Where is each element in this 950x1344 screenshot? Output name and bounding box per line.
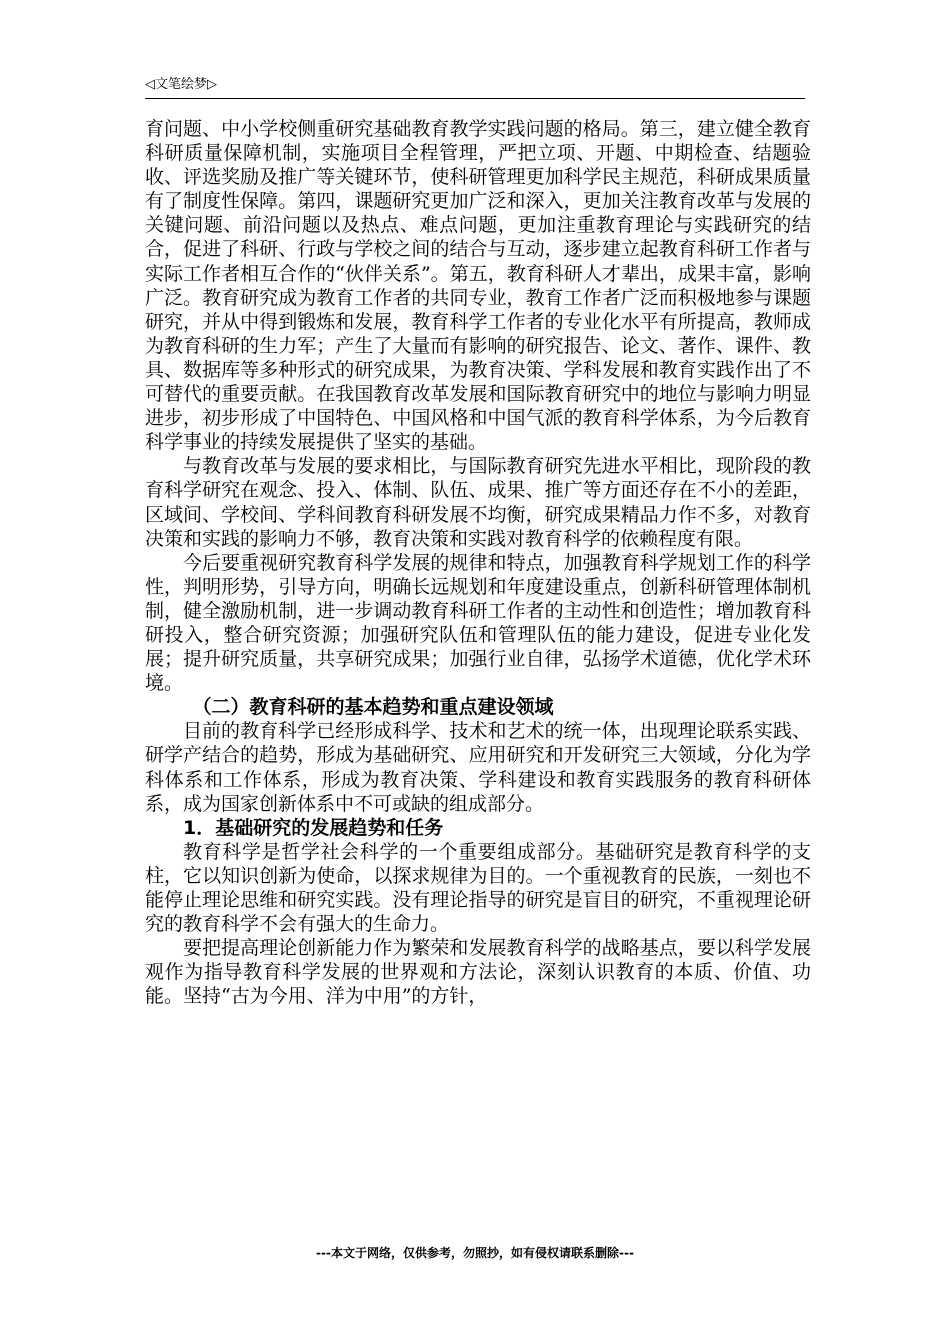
subsection-heading: 1．基础研究的发展趋势和任务 bbox=[183, 816, 444, 839]
paragraph-continued: 育问题、中小学校侧重研究基础教育教学实践问题的格局。第三，建立健全教育科研质量保障机制，实施项目全程管理，严把立项、开题、中期检查、结题验收、评选奖励及推广等关键环节，使科研管理更加科学民主规范，科研成果质量有了制度性保障。第四，课题研究更加广泛和深入，更加关注教育改革与发展的关键问题、前沿问题以及热点、难点问题，更加注重教育理论与实践研究的结合，促进了科研、行政与学校之间的结合与互动，逐步建立起教育科研工作者与实际工作者相互合作的“伙伴关系”。第五，教育科研人才辈出，成果丰富，影响广泛。教育研究成为教育工作者的共同专业，教育工作者广泛而积极地参与课题研究，并从中得到锻炼和发展，教育科学工作者的专业化水平有所提高，教师成为教育科研的生力军；产生了大量而有影响的研究报告、论文、著作、课件、教具、数据库等多种形式的研究成果，为教育决策、学科发展和教育实践作出了不可替代的重要贡献。在我国教育改革发展和国际教育研究中的地位与影响力明显进步，初步形成了中国特色、中国风格和中国气派的教育科学体系，为今后教育科学事业的持续发展提供了坚实的基础。 bbox=[145, 118, 811, 454]
paragraph-future: 今后要重视研究教育科学发展的规律和特点，加强教育科学规划工作的科学性，判明形势，引导方向，明确长远规划和年度建设重点，创新科研管理体制机制，健全激励机制，进一步调动教育科研工作者的主动性和创造性；增加教育科研投入，整合研究资源；加强研究队伍和管理队伍的能力建设，促进专业化发展；提升研究质量，共享研究成果；加强行业自律，弘扬学术道德，优化学术环境。 bbox=[145, 551, 811, 695]
paragraph-theory-innovation: 要把提高理论创新能力作为繁荣和发展教育科学的战略基点，要以科学发展观作为指导教育科学发展的世界观和方法论，深刻认识教育的本质、价值、功能。坚持“古为今用、洋为中用”的方针， bbox=[145, 937, 811, 1008]
header-title: ◁文笔绘梦▷ bbox=[145, 77, 217, 92]
section-heading: （二）教育科研的基本趋势和重点建设领域 bbox=[192, 696, 554, 719]
paragraph-trends: 目前的教育科学已经形成科学、技术和艺术的统一体，出现理论联系实践、研学产结合的趋势，形成为基础研究、应用研究和开发研究三大领域，分化为学科体系和工作体系，形成为教育决策、学科建设和教育实践服务的教育科研体系，成为国家创新体系中不可或缺的组成部分。 bbox=[145, 720, 811, 815]
page-header bbox=[145, 76, 805, 96]
paragraph-gaps: 与教育改革与发展的要求相比，与国际教育研究先进水平相比，现阶段的教育科学研究在观念、投入、体制、队伍、成果、推广等方面还存在不小的差距，区域间、学校间、学科间教育科研发展不均衡，研究成果精品力作不多，对教育决策和实践的影响力不够，教育决策和实践对教育科学的依赖程度有限。 bbox=[145, 455, 811, 550]
header-divider bbox=[145, 98, 805, 99]
footer-disclaimer: ---本文于网络，仅供参考，勿照抄，如有侵权请联系删除--- bbox=[316, 1246, 634, 1260]
paragraph-basic-research: 教育科学是哲学社会科学的一个重要组成部分。基础研究是教育科学的支柱，它以知识创新为使命，以探求规律为目的。一个重视教育的民族，一刻也不能停止理论思维和研究实践。没有理论指导的研究是盲目的研究，不重视理论研究的教育科学不会有强大的生命力。 bbox=[145, 840, 811, 936]
page-footer bbox=[0, 1245, 950, 1261]
document-body bbox=[145, 117, 811, 1008]
